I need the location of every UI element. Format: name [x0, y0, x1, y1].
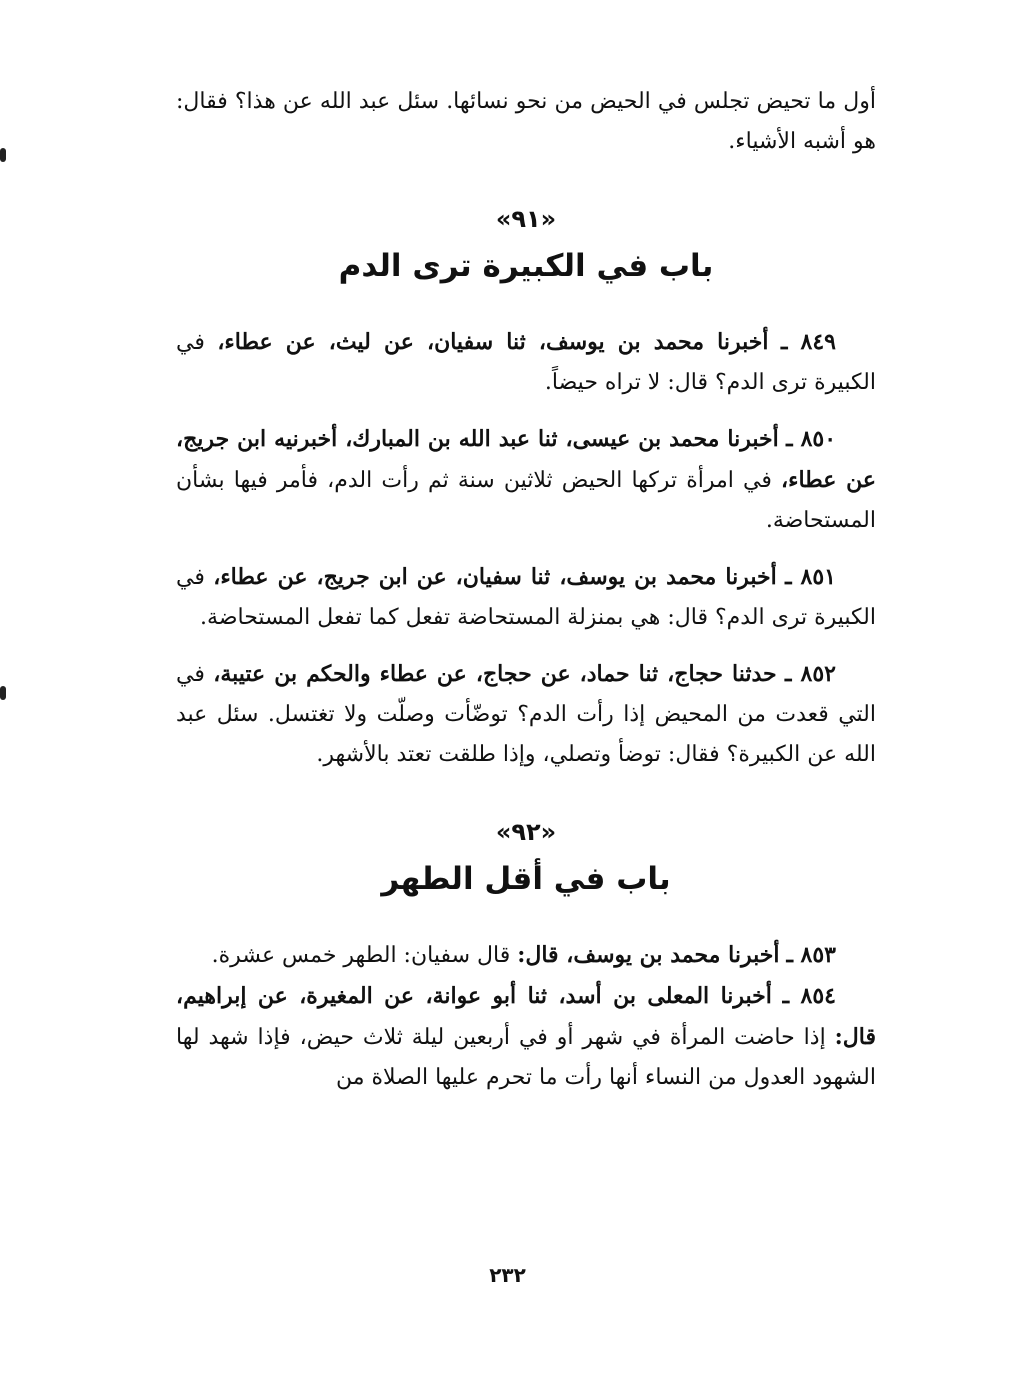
hadith-isnad: أخبرنا محمد بن يوسف، قال:	[517, 942, 780, 968]
hadith-number: ٨٥١ ـ	[785, 564, 836, 590]
hadith-number: ٨٤٩ ـ	[780, 329, 836, 355]
hadith-854	[176, 976, 876, 1098]
hadith-number: ٨٥٣ ـ	[786, 942, 836, 968]
hadith-isnad: حدثنا حجاج، ثنا حماد، عن حجاج، عن عطاء والحكم بن عتيبة،	[213, 661, 777, 687]
hadith-isnad: أخبرنا محمد بن يوسف، ثنا سفيان، عن ابن جريج، عن عطاء،	[213, 564, 777, 590]
hadith-isnad: أخبرنا محمد بن يوسف، ثنا سفيان، عن ليث، عن عطاء،	[217, 329, 769, 355]
hadith-851	[176, 557, 876, 638]
chapter-91	[176, 202, 876, 775]
chapter-number: «٩١»	[495, 205, 557, 233]
chapter-92	[176, 815, 876, 1098]
hadith-isnad: أخبرنا محمد بن عيسى، ثنا عبد الله بن المبارك، أخبرنيه ابن جريج، عن عطاء،	[176, 426, 876, 493]
hadith-number: ٨٥٤ ـ	[782, 983, 836, 1009]
hadith-number: ٨٥٢ ـ	[785, 661, 836, 687]
hadith-text: في امرأة تركها الحيض ثلاثين سنة ثم رأت الدم، فأمر فيها بشأن المستحاضة.	[176, 468, 876, 533]
hadith-text: في الكبيرة ترى الدم؟ قال: هي بمنزلة المستحاضة تفعل كما تفعل المستحاضة.	[176, 565, 876, 630]
chapter-title: باب في أقل الطهر	[381, 861, 671, 897]
hadith-text: قال سفيان: الطهر خمس عشرة.	[211, 943, 511, 968]
hadith-849	[176, 322, 876, 403]
left-margin-mark	[0, 148, 6, 162]
hadith-852	[176, 654, 876, 775]
hadith-number: ٨٥٠ ـ	[786, 426, 837, 452]
hadith-text: في التي قعدت من المحيض إذا رأت الدم؟ توضّأت وصلّت ولا تغتسل. سئل عبد الله عن الكبيرة؟ فقال: توضأ وتصلي، وإذا طلقت تعتد بالأشهر.	[176, 662, 876, 767]
hadith-850	[176, 419, 876, 541]
page-body	[176, 82, 876, 1114]
hadith-text: في الكبيرة ترى الدم؟ قال: لا تراه حيضاً.	[176, 330, 876, 395]
page-number: ٢٣٢	[489, 1263, 526, 1287]
hadith-853	[176, 935, 876, 976]
hadith-text: إذا حاضت المرأة في شهر أو في أربعين ليلة ثلاث حيض، فإذا شهد لها الشهود العدول من النساء أنها رأت ما تحرم عليها الصلاة من	[176, 1025, 876, 1090]
hadith-isnad: أخبرنا المعلى بن أسد، ثنا أبو عوانة، عن المغيرة، عن إبراهيم، قال:	[176, 983, 876, 1050]
intro-paragraph: أول ما تحيض تجلس في الحيض من نحو نسائها. سئل عبد الله عن هذا؟ فقال: هو أشبه الأشياء.	[176, 89, 876, 154]
chapter-number: «٩٢»	[495, 818, 557, 846]
chapter-title: باب في الكبيرة ترى الدم	[338, 248, 714, 284]
left-margin-mark	[0, 686, 6, 700]
